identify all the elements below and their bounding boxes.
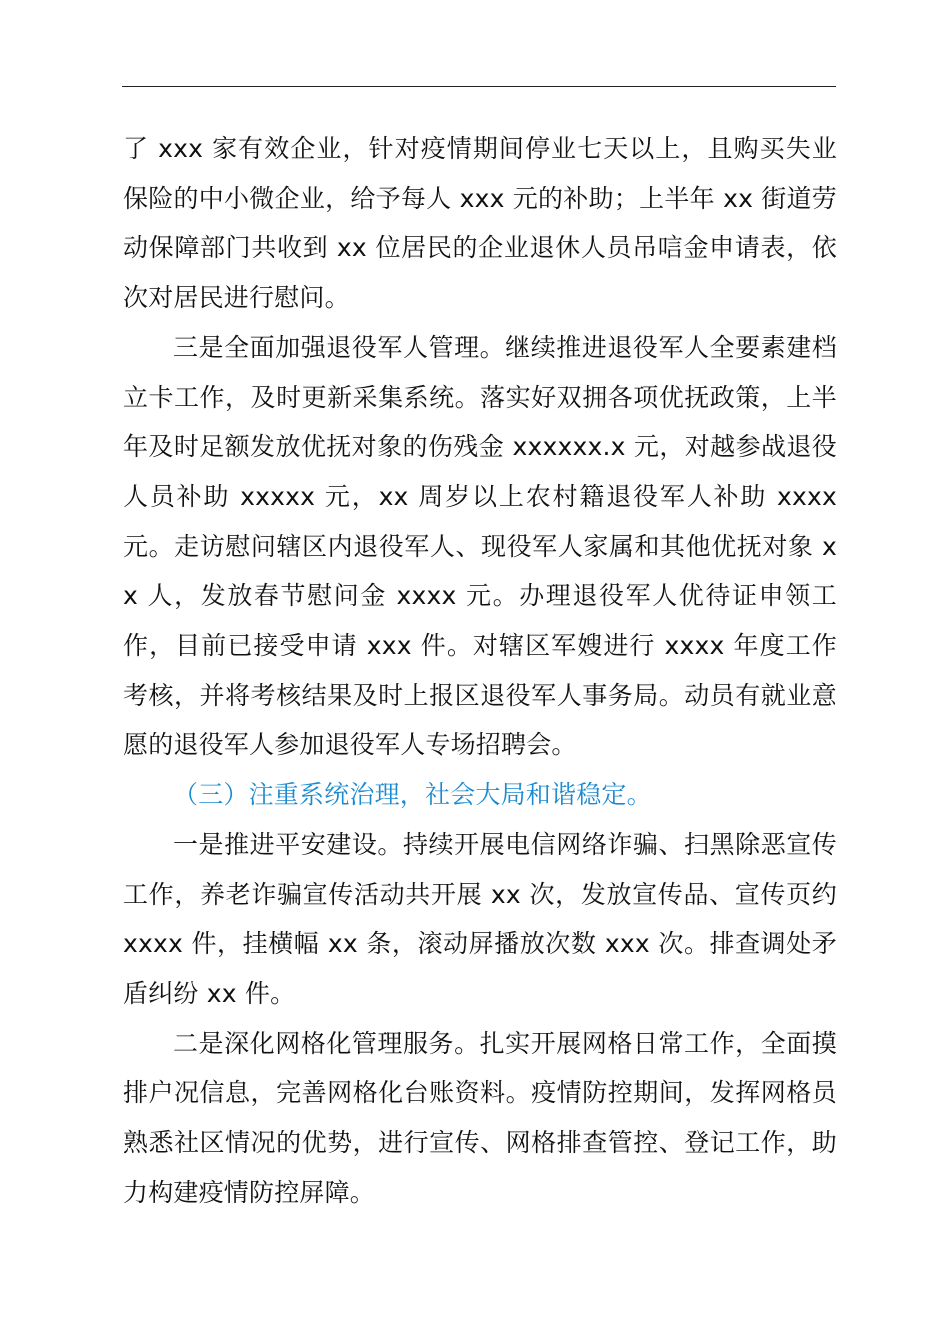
paragraph-grid-management: 二是深化网格化管理服务。扎实开展网格日常工作，全面摸排户况信息，完善网格化台账资料。疫情防控期间，发挥网格员熟悉社区情况的优势，进行宣传、网格排查管控、登记工作，助力构建疫情防控屏障。 bbox=[123, 1028, 837, 1207]
paragraph-veterans-management: 三是全面加强退役军人管理。继续推进退役军人全要素建档立卡工作，及时更新采集系统。落实好双拥各项优抚政策，上半年及时足额发放优抚对象的伤残金 xxxxxx.x 元，对越参战退役人员补助 xxxxx 元，xx 周岁以上农村籍退役军人补助 xxxx 元。走访慰问辖区内退役军人、现役军人家属和其他优抚对象 xx 人，发放春节慰问金 xxxx 元。办理退役军人优待证申领工作，目前已接受申请 xxx 件。对辖区军嫂进行 xxxx 年度工作考核，并将考核结果及时上报区退役军人事务局。动员有就业意愿的退役军人参加退役军人专场招聘会。 bbox=[123, 332, 837, 760]
header-rule bbox=[122, 86, 836, 87]
document-body bbox=[123, 124, 837, 1217]
paragraph-continuation: 了 xxx 家有效企业，针对疫情期间停业七天以上，且购买失业保险的中小微企业，给予每人 xxx 元的补助；上半年 xx 街道劳动保障部门共收到 xx 位居民的企业退休人员吊唁金申请表，依次对居民进行慰问。 bbox=[123, 134, 837, 313]
section-heading-3: （三）注重系统治理，社会大局和谐稳定。 bbox=[173, 780, 652, 810]
paragraph-safety-construction: 一是推进平安建设。持续开展电信网络诈骗、扫黑除恶宣传工作，养老诈骗宣传活动共开展 xx 次，发放宣传品、宣传页约 xxxx 件，挂横幅 xx 条，滚动屏播放次数 xxx 次。排查调处矛盾纠纷 xx 件。 bbox=[123, 829, 837, 1008]
